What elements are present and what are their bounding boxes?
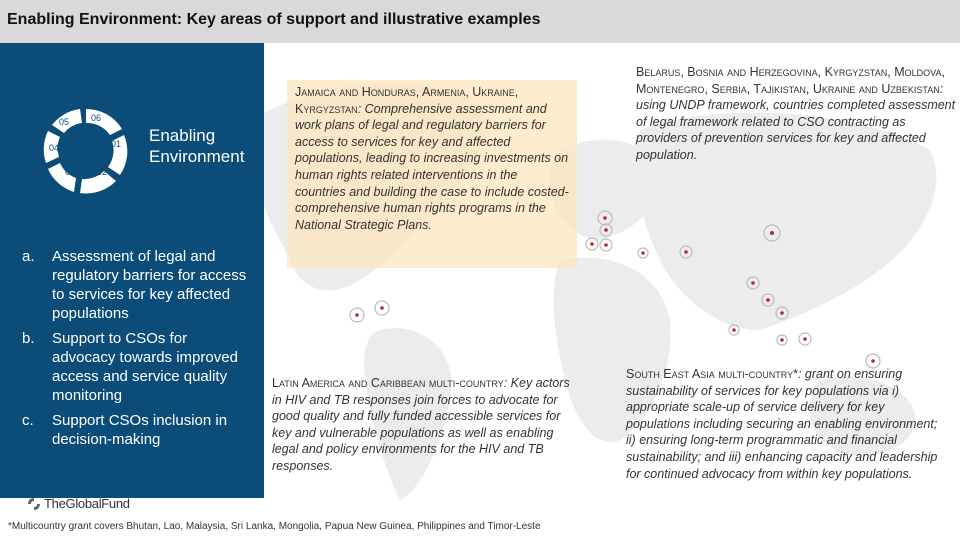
wheel-label: 05 [58,117,70,127]
wheel-label: 01 [110,139,122,149]
map-marker [350,308,364,322]
map-marker [638,248,648,258]
callout-latin-america: Latin America and Caribbean multi-country: Key actors in HIV and TB responses join forces to advocate for good quality and fully funded accessible services for key and vulnerable populations as well as enabling legal and policy environments for the HIV and TB responses. [272,376,570,473]
callout-south-east-asia: South East Asia multi-country*: grant on ensuring sustainability of services for key populations via i) appropriate scale-up of service delivery for key populations including securing an enabling environment; ii) ensuring long-term programmatic and financial sustainability; and iii) enhancing capacity and leadership for continued advocacy from within key populations. [626,367,938,481]
map-marker [729,325,739,335]
global-fund-logo-icon [27,497,41,511]
page-title: Enabling Environment: Key areas of support and illustrative examples [7,11,541,28]
wheel-label: 06 [90,113,102,123]
enabling-environment-panel [0,43,264,498]
global-fund-logo: TheGlobalFund [27,496,130,511]
wheel-label: 02 [96,167,108,177]
map-marker [586,238,598,250]
map-marker [777,335,787,345]
callout-jamaica: Jamaica and Honduras, Armenia, Ukraine, Kyrgyzstan: Comprehensive assessment and work plans of legal and regulatory barriers for access to services for key and affected populations, leading to increasing investments on human rights related interventions in the countries and building the case to include costed-comprehensive human rights programs in the National Strategic Plans. [287,80,577,268]
cycle-wheel-icon [40,105,132,197]
list-item: a. Assessment of legal and regulatory barriers for access to services for key affected populations [22,248,247,322]
list-item: b. Support to CSOs for advocacy towards improved access and service quality monitoring [22,330,238,404]
map-marker [375,301,389,315]
panel-heading: Enabling Environment [149,126,245,166]
footnote: *Multicountry grant covers Bhutan, Lao, Malaysia, Sri Lanka, Mongolia, Papua New Guinea, Philippines and Timor-Leste [8,521,541,532]
title-bar [0,0,960,43]
wheel-label: 04 [48,143,60,153]
wheel-label: 03 [64,167,76,177]
support-areas-list [22,247,252,455]
map-marker [799,333,811,345]
map-marker [600,239,612,251]
list-item: c. Support CSOs inclusion in decision-making [22,412,228,448]
callout-belarus: Belarus, Bosnia and Herzegovina, Kyrgyzstan, Moldova, Montenegro, Serbia, Tajikistan, Ukraine and Uzbekistan: using UNDP framework, countries completed assessment of legal framework related to CSO contracting as providers of prevention services for key and affected population. [636,65,956,162]
